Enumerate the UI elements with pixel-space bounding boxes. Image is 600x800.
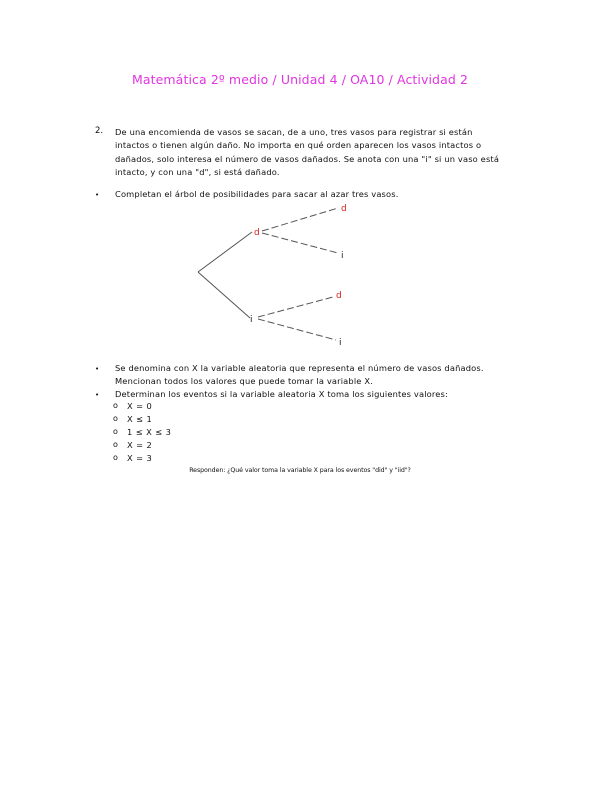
variable-line: Se denomina con X la variable aleatoria que representa el número de vasos dañados.	[115, 363, 484, 373]
event-item: 1 ≤ X ≤ 3	[127, 427, 172, 437]
problem-line: intacto, y con una "d", si está dañado.	[115, 166, 280, 177]
problem-number: 2.	[95, 126, 104, 136]
variable-definition	[115, 362, 520, 389]
sub-bullet-icon: o	[113, 440, 118, 449]
bullet-icon: •	[95, 365, 100, 373]
sub-bullet-icon: o	[113, 453, 118, 462]
answer-prompt: Responden: ¿Qué valor toma la variable X para los eventos "did" y "iid"?	[189, 467, 411, 474]
problem-line: De una encomienda de vasos se sacan, de a uno, tres vasos para registrar si están	[115, 127, 473, 137]
tree-branch	[262, 208, 338, 231]
sub-bullet-icon: o	[113, 401, 118, 410]
event-item: X = 3	[127, 453, 153, 463]
event-item: X = 0	[127, 401, 153, 411]
tree-instruction: Completan el árbol de posibilidades para sacar al azar tres vasos.	[115, 189, 399, 199]
bullet-icon: •	[95, 391, 100, 399]
page-title: Matemática 2º medio / Unidad 4 / OA10 / Actividad 2	[131, 72, 469, 87]
sub-bullet-icon: o	[113, 414, 118, 423]
tree-branch	[198, 272, 250, 318]
sub-bullet-icon: o	[113, 427, 118, 436]
event-item: X = 2	[127, 440, 153, 450]
tree-branch	[258, 319, 336, 340]
tree-branch	[262, 233, 338, 253]
events-intro: Determinan los eventos si la variable aleatoria X toma los siguientes valores:	[115, 389, 448, 399]
problem-line: dañados, solo interesa el número de vasos dañados. Se anota con una "i" si un vaso está	[115, 153, 500, 164]
tree-branch	[258, 297, 333, 317]
tree-node-d: d	[254, 228, 260, 238]
problem-line: intactos o tienen algún daño. No importa en qué orden aparecen los vasos intactos o	[115, 140, 482, 151]
tree-leaf-d: d	[341, 204, 347, 214]
bullet-icon: •	[95, 191, 100, 199]
variable-line: Mencionan todos los valores que puede tomar la variable X.	[115, 376, 373, 387]
tree-leaf-d: d	[336, 291, 342, 301]
tree-leaf-i: i	[341, 251, 344, 261]
tree-node-i: i	[250, 315, 253, 325]
tree-leaf-i: i	[339, 338, 342, 348]
event-item: X ≤ 1	[127, 414, 153, 424]
tree-branch	[198, 232, 252, 272]
